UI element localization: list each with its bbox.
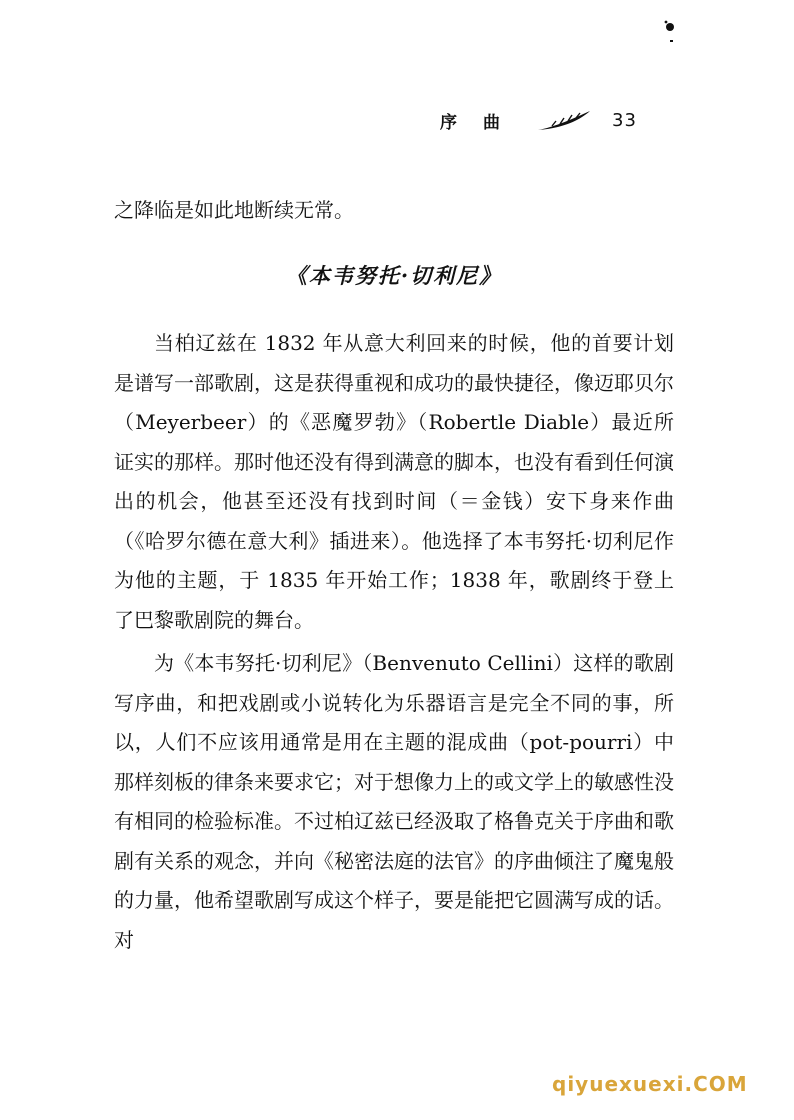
page-number: 33 [612, 110, 637, 131]
quill-flourish-icon [536, 108, 592, 134]
running-head-title: 序曲 [440, 113, 526, 133]
body-paragraph: 为《本韦努托·切利尼》（Benvenuto Cellini）这样的歌剧写序曲，和把戏剧或小说转化为乐器语言是完全不同的事，所以，人们不应该用通常是用在主题的混成曲（pot-pourri）中那样刻板的律条来要求它；对于想像力上的或文学上的敏感性没有相同的检验标准。不过柏辽兹已经汲取了格鲁克关于序曲和歌剧有关系的观念，并向《秘密法庭的法官》的序曲倾注了魔鬼般的力量，他希望歌剧写成这个样子，要是能把它圆满写成的话。对 [114, 651, 674, 952]
section-title: 《本韦努托·切利尼》 [285, 263, 503, 288]
running-head [440, 108, 660, 136]
printer-dot-mark [660, 18, 680, 46]
page-body [114, 188, 674, 962]
site-watermark: qiyuexuexi.COM [552, 1072, 748, 1096]
continued-line: 之降临是如此地断续无常。 [114, 198, 354, 222]
body-paragraph: 当柏辽兹在 1832 年从意大利回来的时候，他的首要计划是谱写一部歌剧，这是获得重视和成功的最快捷径，像迈耶贝尔（Meyerbeer）的《恶魔罗勃》（Robertle Diable）最近所证实的那样。那时他还没有得到满意的脚本，也没有看到任何演出的机会，他甚至还没有找到时间（＝金钱）安下身来作曲（《哈罗尔德在意大利》插进来）。他选择了本韦努托·切利尼作为他的主题，于 1835 年开始工作；1838 年，歌剧终于登上了巴黎歌剧院的舞台。 [114, 331, 674, 632]
